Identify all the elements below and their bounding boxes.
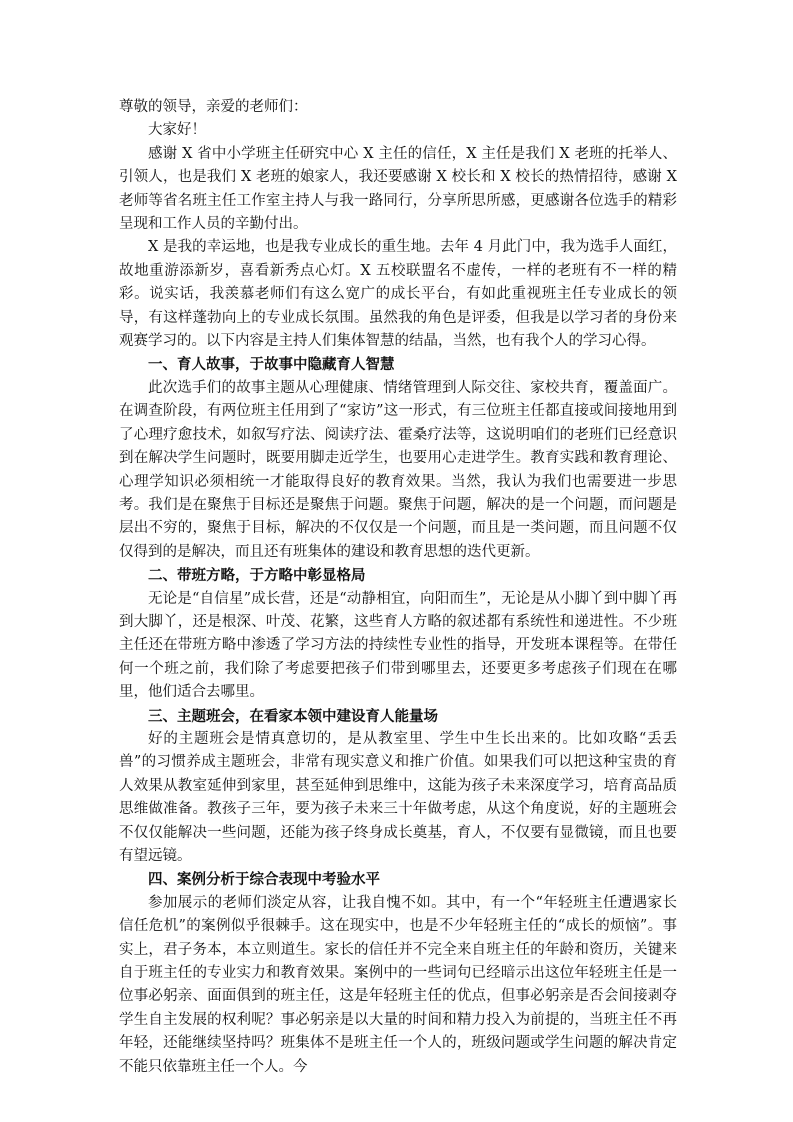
section-heading-class-meeting: 三、主题班会，在看家本领中建设育人能量场 <box>148 707 438 725</box>
section-heading-strategy: 二、带班方略，于方略中彰显格局 <box>148 567 366 585</box>
section-body-strategy: 无论是“自信星”成长营，还是“动静相宜，向阳而生”，无论是从小脚丫到中脚丫再到大脚丫，还是根深、叶茂、花繁，这些育人方略的叙述都有系统性和递进性。不少班主任还在带班方略中渗透了学习方法的持续性专业性的指导，开发班本课程等。在带任何一个班之前，我们除了考虑要把孩子们带到哪里去，还要更多考虑孩子们现在在哪里，他们适合去哪里。 <box>119 590 677 701</box>
section-body-case-analysis: 参加展示的老师们淡定从容，让我自愧不如。其中，有一个“年轻班主任遭遇家长信任危机”的案例似乎很棘手。这在现实中，也是不少年轻班主任的“成长的烦恼”。事实上，君子务本，本立则道生。家长的信任并不完全来自班主任的年龄和资历，关键来自于班主任的专业实力和教育效果。案例中的一些词句已经暗示出这位年轻班主任是一位事必躬亲、面面俱到的班主任，这是年轻班主任的优点，但事必躬亲是否会间接剥夺学生自主发展的权利呢？事必躬亲是以大量的时间和精力投入为前提的，当班主任不再年轻，还能继续坚持吗？班集体不是班主任一个人的，班级问题或学生问题的解决肯定不能只依靠班主任一个人。今 <box>119 894 677 1075</box>
greeting: 大家好！ <box>148 122 206 139</box>
section-body-story: 此次选手们的故事主题从心理健康、情绪管理到人际交往、家校共育，覆盖面广。在调查阶段，有两位班主任用到了“家访”这一形式，有三位班主任都直接或间接地用到了心理疗愈技术，如叙写疗法、阅读疗法、霍桑疗法等，这说明咱们的老班们已经意识到在解决学生问题时，既要用脚走近学生，也要用心走进学生。教育实践和教育理论、心理学知识必须相统一才能取得良好的教育效果。当然，我认为我们也需要进一步思考。我们是在聚焦于目标还是聚焦于问题。聚焦于问题，解决的是一个问题，而问题是层出不穷的，聚焦于目标，解决的不仅仅是一个问题，而且是一类问题，而且问题不仅仅得到的是解决，而且还有班集体的建设和教育思想的迭代更新。 <box>119 379 677 560</box>
section-body-class-meeting: 好的主题班会是情真意切的，是从教室里、学生中生长出来的。比如攻略“丢丢兽”的习惯养成主题班会，非常有现实意义和推广价值。如果我们可以把这种宝贵的育人效果从教室延伸到家里，甚至延伸到思维中，这能为孩子未来深度学习，培育高品质思维做准备。教孩子三年，要为孩子未来三十年做考虑，从这个角度说，好的主题班会不仅仅能解决一些问题，还能为孩子终身成长奠基，育人，不仅要有显微镜，而且也要有望远镜。 <box>119 730 677 864</box>
section-heading-case-analysis: 四、案例分析于综合表现中考验水平 <box>148 871 380 889</box>
paragraph-thanks: 感谢 X 省中小学班主任研究中心 X 主任的信任，X 主任是我们 X 老班的托举人、引领人，也是我们 X 老班的娘家人，我还要感谢 X 校长和 X 校长的热情招待，感谢 X 老师等省名班主任工作室主持人与我一路同行，分享所思所感，更感谢各位选手的精彩呈现和工作人员的辛勤付出。 <box>119 145 677 233</box>
paragraph-intro: X 是我的幸运地，也是我专业成长的重生地。去年 4 月此门中，我为选手人面红，故地重游添新岁，喜看新秀点心灯。X 五校联盟名不虚传，一样的老班有不一样的精彩。说实话，我羡慕老师们有这么宽广的成长平台，有如此重视班主任专业成长的领导，有这样蓬勃向上的专业成长氛围。虽然我的角色是评委，但我是以学习者的身份来观赛学习的。以下内容是主持人们集体智慧的结晶，当然，也有我个人的学习心得。 <box>119 239 677 350</box>
salutation: 尊敬的领导，亲爱的老师们： <box>119 99 308 115</box>
speech-document <box>119 96 677 1079</box>
section-heading-story: 一、育人故事，于故事中隐藏育人智慧 <box>148 356 395 374</box>
